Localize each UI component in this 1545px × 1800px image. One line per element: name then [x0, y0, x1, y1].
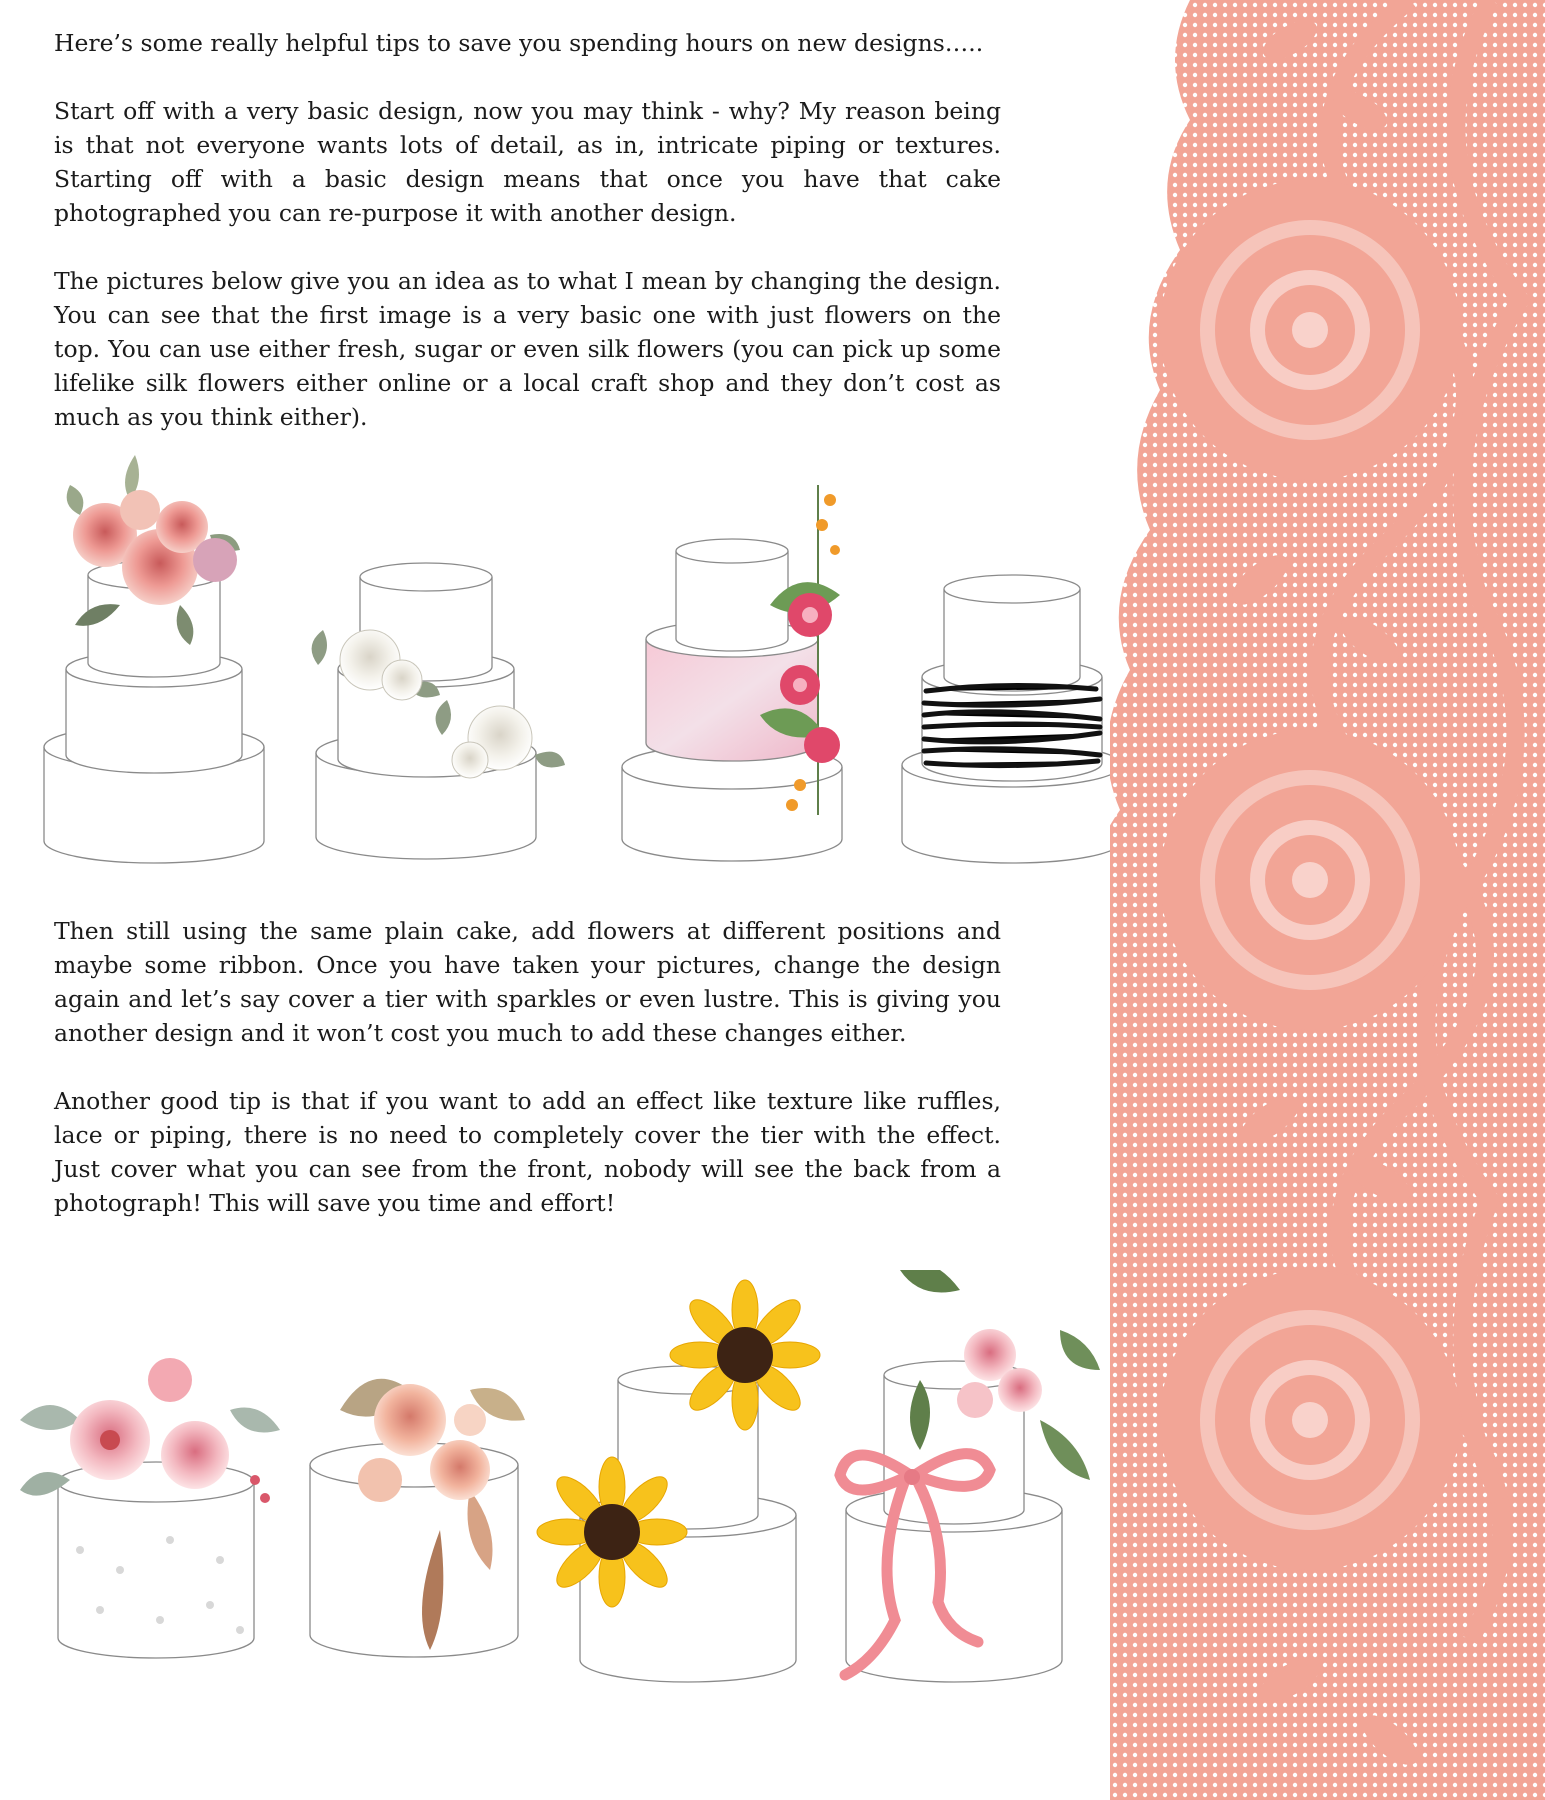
cake-5-dotted — [58, 1462, 254, 1658]
paragraph-pictures-below: The pictures below give you an idea as to what I mean by changing the design. You can see that the first image is a very basic one with just flowers on the top. You can use either fresh, sugar or even silk flowers (you can pick up some lifelike silk flowers either online or a local craft shop and they don’t cost as much as you think either). — [54, 267, 1001, 431]
paragraph-texture-tip: Another good tip is that if you want to add an effect like texture like ruffles, lace or piping, there is no need to completely cover the tier with the effect. Just cover what you can see from the front, nobody will see the back from a photograph! This will save you time and effort! — [54, 1087, 1001, 1217]
lace-border — [1110, 0, 1545, 1800]
intro-tip: Here’s some really helpful tips to save you spending hours on new designs….. — [54, 29, 984, 57]
middle-text-block — [54, 914, 1001, 1254]
paragraph-basic-design: Start off with a very basic design, now you may think - why? My reason being is that not everyone wants lots of detail, as in, intricate piping or textures. Starting off with a basic design means that once you have that cake photographed you can re-purpose it with another design. — [54, 97, 1001, 227]
paragraph-plain-cake: Then still using the same plain cake, add flowers at different positions and maybe some ribbon. Once you have taken your pictures, change the design again and let’s say cover a tier with sparkles or even lustre. This is giving you another design and it won’t cost you much to add these changes either. — [54, 917, 1001, 1047]
lace-rose-icon — [1160, 180, 1460, 1570]
cake-illustrations-row-1 — [0, 455, 1130, 865]
cake-1-basic — [44, 561, 264, 863]
cake-illustrations-row-2 — [0, 1270, 1130, 1720]
top-text-block — [54, 26, 1001, 468]
